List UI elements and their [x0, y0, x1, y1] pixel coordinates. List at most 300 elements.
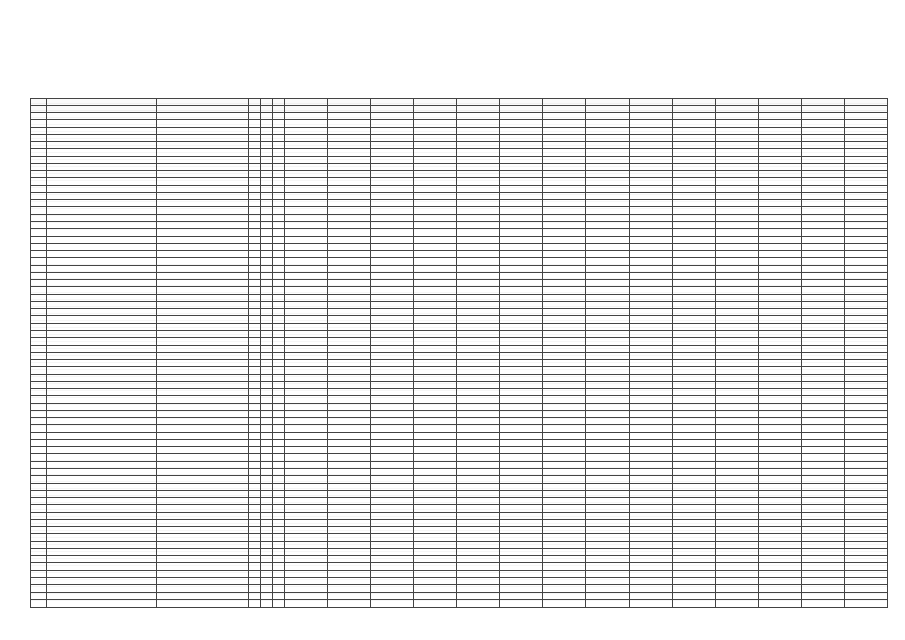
table-cell — [758, 251, 801, 258]
table-row — [31, 127, 888, 134]
column-header — [586, 106, 629, 113]
table-cell — [844, 367, 887, 374]
table-cell — [157, 410, 249, 417]
table-cell — [328, 461, 371, 468]
table-cell — [273, 200, 285, 207]
financing-table — [30, 98, 888, 608]
table-cell — [273, 476, 285, 483]
table-cell — [371, 439, 414, 446]
table-cell — [801, 490, 844, 497]
table-cell — [457, 134, 500, 141]
table-cell — [328, 381, 371, 388]
table-cell — [414, 360, 457, 367]
table-cell — [543, 548, 586, 555]
table-row — [31, 527, 888, 534]
table-cell — [457, 294, 500, 301]
table-cell — [457, 556, 500, 563]
table-cell — [273, 163, 285, 170]
table-cell — [629, 113, 672, 120]
table-cell — [715, 454, 758, 461]
table-cell — [586, 454, 629, 461]
table-cell — [414, 272, 457, 279]
table-cell — [500, 142, 543, 149]
table-cell — [249, 548, 261, 555]
table-cell — [31, 352, 47, 359]
table-cell — [801, 505, 844, 512]
table-cell — [586, 330, 629, 337]
column-header — [249, 106, 261, 113]
table-cell — [844, 316, 887, 323]
table-cell — [261, 352, 273, 359]
table-row — [31, 570, 888, 577]
table-cell — [273, 207, 285, 214]
table-cell — [371, 563, 414, 570]
table-cell — [758, 396, 801, 403]
table-cell — [285, 505, 328, 512]
table-cell — [801, 127, 844, 134]
table-cell — [157, 171, 249, 178]
table-cell — [249, 294, 261, 301]
table-cell — [249, 330, 261, 337]
table-cell — [672, 527, 715, 534]
table-cell — [261, 192, 273, 199]
table-cell — [31, 178, 47, 185]
table-cell — [500, 309, 543, 316]
table-cell — [31, 294, 47, 301]
table-cell — [500, 367, 543, 374]
table-cell — [715, 280, 758, 287]
table-cell — [261, 527, 273, 534]
table-cell — [801, 120, 844, 127]
table-cell — [801, 396, 844, 403]
table-cell — [47, 265, 157, 272]
table-cell — [285, 374, 328, 381]
table-cell — [261, 447, 273, 454]
table-cell — [715, 309, 758, 316]
table-cell — [371, 599, 414, 607]
table-cell — [672, 374, 715, 381]
table-cell — [261, 338, 273, 345]
table-cell — [844, 563, 887, 570]
table-cell — [285, 447, 328, 454]
table-cell — [457, 301, 500, 308]
table-cell — [586, 120, 629, 127]
table-cell — [758, 483, 801, 490]
table-cell — [157, 134, 249, 141]
table-cell — [715, 432, 758, 439]
table-cell — [328, 287, 371, 294]
table-cell — [371, 309, 414, 316]
table-cell — [715, 425, 758, 432]
table-cell — [249, 599, 261, 607]
table-cell — [285, 352, 328, 359]
table-cell — [758, 127, 801, 134]
table-cell — [801, 461, 844, 468]
table-cell — [47, 527, 157, 534]
table-cell — [543, 585, 586, 592]
table-cell — [371, 330, 414, 337]
table-cell — [672, 352, 715, 359]
table-cell — [371, 163, 414, 170]
table-cell — [844, 200, 887, 207]
table-cell — [328, 454, 371, 461]
table-cell — [543, 345, 586, 352]
table-cell — [371, 192, 414, 199]
table-cell — [273, 410, 285, 417]
table-cell — [672, 192, 715, 199]
table-cell — [586, 432, 629, 439]
table-cell — [249, 309, 261, 316]
table-cell — [31, 534, 47, 541]
table-cell — [500, 432, 543, 439]
column-header — [801, 106, 844, 113]
table-cell — [715, 192, 758, 199]
table-cell — [273, 367, 285, 374]
table-row — [31, 309, 888, 316]
table-cell — [801, 592, 844, 599]
table-cell — [586, 599, 629, 607]
table-cell — [47, 236, 157, 243]
table-cell — [500, 498, 543, 505]
table-cell — [672, 548, 715, 555]
table-cell — [715, 345, 758, 352]
table-cell — [249, 360, 261, 367]
table-cell — [31, 396, 47, 403]
table-cell — [249, 476, 261, 483]
table-cell — [758, 258, 801, 265]
table-row — [31, 352, 888, 359]
table-row — [31, 345, 888, 352]
table-cell — [261, 301, 273, 308]
table-cell — [157, 454, 249, 461]
table-cell — [47, 367, 157, 374]
table-cell — [285, 425, 328, 432]
table-cell — [261, 214, 273, 221]
table-cell — [328, 570, 371, 577]
table-cell — [273, 447, 285, 454]
table-cell — [586, 265, 629, 272]
table-cell — [844, 185, 887, 192]
table-cell — [414, 374, 457, 381]
table-cell — [586, 512, 629, 519]
table-cell — [273, 185, 285, 192]
table-cell — [285, 236, 328, 243]
table-cell — [285, 519, 328, 526]
table-row — [31, 316, 888, 323]
column-header — [328, 106, 371, 113]
table-cell — [47, 389, 157, 396]
table-cell — [758, 243, 801, 250]
table-row — [31, 447, 888, 454]
table-cell — [543, 294, 586, 301]
table-cell — [371, 221, 414, 228]
table-cell — [715, 323, 758, 330]
table-cell — [328, 563, 371, 570]
table-cell — [629, 142, 672, 149]
table-cell — [285, 345, 328, 352]
table-cell — [285, 330, 328, 337]
table-cell — [328, 272, 371, 279]
table-cell — [328, 403, 371, 410]
table-cell — [31, 476, 47, 483]
table-cell — [414, 207, 457, 214]
table-cell — [457, 265, 500, 272]
table-cell — [261, 236, 273, 243]
table-cell — [672, 410, 715, 417]
table-cell — [457, 113, 500, 120]
table-cell — [273, 403, 285, 410]
table-cell — [758, 171, 801, 178]
table-cell — [844, 556, 887, 563]
table-row — [31, 251, 888, 258]
table-cell — [500, 505, 543, 512]
table-cell — [261, 258, 273, 265]
table-cell — [249, 163, 261, 170]
table-cell — [371, 505, 414, 512]
table-cell — [715, 251, 758, 258]
table-cell — [261, 287, 273, 294]
table-cell — [758, 476, 801, 483]
table-cell — [844, 345, 887, 352]
table-cell — [285, 498, 328, 505]
table-cell — [672, 258, 715, 265]
table-cell — [672, 360, 715, 367]
table-cell — [249, 454, 261, 461]
table-cell — [801, 563, 844, 570]
table-cell — [414, 403, 457, 410]
table-cell — [47, 396, 157, 403]
table-row — [31, 432, 888, 439]
table-cell — [157, 301, 249, 308]
table-cell — [414, 294, 457, 301]
table-cell — [586, 134, 629, 141]
table-cell — [844, 207, 887, 214]
table-cell — [371, 527, 414, 534]
table-cell — [844, 149, 887, 156]
column-header — [249, 99, 261, 106]
table-cell — [414, 280, 457, 287]
table-cell — [586, 592, 629, 599]
table-cell — [371, 200, 414, 207]
table-cell — [371, 469, 414, 476]
table-cell — [47, 439, 157, 446]
table-cell — [801, 156, 844, 163]
table-cell — [157, 309, 249, 316]
table-cell — [801, 374, 844, 381]
table-cell — [672, 505, 715, 512]
table-cell — [844, 585, 887, 592]
table-cell — [285, 454, 328, 461]
table-cell — [261, 163, 273, 170]
table-cell — [629, 432, 672, 439]
table-cell — [758, 330, 801, 337]
table-cell — [31, 171, 47, 178]
table-cell — [715, 439, 758, 446]
table-cell — [844, 272, 887, 279]
table-cell — [31, 519, 47, 526]
table-cell — [414, 447, 457, 454]
table-cell — [273, 236, 285, 243]
table-row — [31, 243, 888, 250]
table-cell — [249, 338, 261, 345]
table-cell — [249, 389, 261, 396]
table-cell — [586, 294, 629, 301]
table-cell — [715, 483, 758, 490]
table-cell — [285, 280, 328, 287]
table-cell — [273, 548, 285, 555]
table-cell — [586, 570, 629, 577]
table-cell — [758, 461, 801, 468]
table-cell — [844, 461, 887, 468]
table-cell — [844, 280, 887, 287]
table-cell — [758, 447, 801, 454]
table-cell — [758, 185, 801, 192]
table-cell — [157, 461, 249, 468]
table-cell — [543, 171, 586, 178]
table-cell — [261, 229, 273, 236]
table-cell — [249, 214, 261, 221]
table-cell — [629, 294, 672, 301]
table-cell — [31, 389, 47, 396]
table-cell — [273, 439, 285, 446]
table-cell — [414, 142, 457, 149]
table-cell — [328, 541, 371, 548]
table-cell — [249, 418, 261, 425]
table-cell — [844, 469, 887, 476]
table-cell — [47, 113, 157, 120]
table-cell — [371, 556, 414, 563]
table-cell — [273, 578, 285, 585]
table-cell — [261, 221, 273, 228]
table-cell — [758, 563, 801, 570]
table-cell — [371, 410, 414, 417]
table-cell — [273, 541, 285, 548]
table-cell — [844, 309, 887, 316]
table-row — [31, 563, 888, 570]
table-cell — [371, 389, 414, 396]
table-cell — [543, 439, 586, 446]
table-cell — [328, 280, 371, 287]
table-cell — [328, 134, 371, 141]
table-cell — [457, 330, 500, 337]
table-cell — [457, 251, 500, 258]
table-cell — [715, 301, 758, 308]
table-cell — [157, 556, 249, 563]
table-cell — [457, 389, 500, 396]
table-cell — [414, 396, 457, 403]
column-header — [273, 106, 285, 113]
table-cell — [414, 221, 457, 228]
table-cell — [500, 185, 543, 192]
table-cell — [328, 214, 371, 221]
table-cell — [328, 585, 371, 592]
table-cell — [47, 301, 157, 308]
table-cell — [801, 360, 844, 367]
table-cell — [273, 425, 285, 432]
table-cell — [457, 519, 500, 526]
table-cell — [414, 592, 457, 599]
table-cell — [371, 272, 414, 279]
table-cell — [285, 301, 328, 308]
table-cell — [586, 548, 629, 555]
table-cell — [543, 192, 586, 199]
table-cell — [371, 585, 414, 592]
table-cell — [273, 432, 285, 439]
table-cell — [715, 592, 758, 599]
table-cell — [414, 512, 457, 519]
column-header — [629, 106, 672, 113]
table-cell — [31, 403, 47, 410]
table-cell — [414, 149, 457, 156]
table-cell — [31, 192, 47, 199]
table-cell — [844, 389, 887, 396]
column-header — [328, 99, 371, 106]
table-cell — [249, 156, 261, 163]
table-cell — [758, 599, 801, 607]
table-row — [31, 469, 888, 476]
table-cell — [371, 534, 414, 541]
table-cell — [157, 381, 249, 388]
table-cell — [31, 585, 47, 592]
table-cell — [371, 265, 414, 272]
table-cell — [285, 113, 328, 120]
table-cell — [414, 229, 457, 236]
table-cell — [629, 570, 672, 577]
table-cell — [715, 447, 758, 454]
table-cell — [47, 163, 157, 170]
table-cell — [586, 469, 629, 476]
column-header — [47, 106, 157, 113]
table-cell — [249, 512, 261, 519]
table-cell — [629, 171, 672, 178]
table-cell — [261, 142, 273, 149]
table-cell — [328, 374, 371, 381]
table-cell — [371, 483, 414, 490]
table-cell — [371, 570, 414, 577]
table-cell — [414, 287, 457, 294]
table-cell — [31, 287, 47, 294]
table-cell — [844, 454, 887, 461]
table-cell — [371, 236, 414, 243]
table-cell — [371, 548, 414, 555]
table-cell — [801, 570, 844, 577]
table-cell — [285, 483, 328, 490]
table-cell — [801, 185, 844, 192]
table-cell — [47, 330, 157, 337]
table-cell — [500, 134, 543, 141]
table-cell — [586, 178, 629, 185]
table-cell — [672, 338, 715, 345]
table-row — [31, 483, 888, 490]
table-cell — [261, 113, 273, 120]
table-cell — [328, 171, 371, 178]
table-cell — [758, 512, 801, 519]
table-cell — [543, 461, 586, 468]
table-cell — [844, 512, 887, 519]
table-cell — [543, 185, 586, 192]
table-cell — [457, 214, 500, 221]
table-cell — [371, 578, 414, 585]
table-cell — [672, 330, 715, 337]
table-cell — [47, 541, 157, 548]
column-header — [543, 106, 586, 113]
table-cell — [31, 265, 47, 272]
table-cell — [457, 280, 500, 287]
table-cell — [285, 134, 328, 141]
table-cell — [414, 178, 457, 185]
table-cell — [629, 192, 672, 199]
table-cell — [672, 323, 715, 330]
